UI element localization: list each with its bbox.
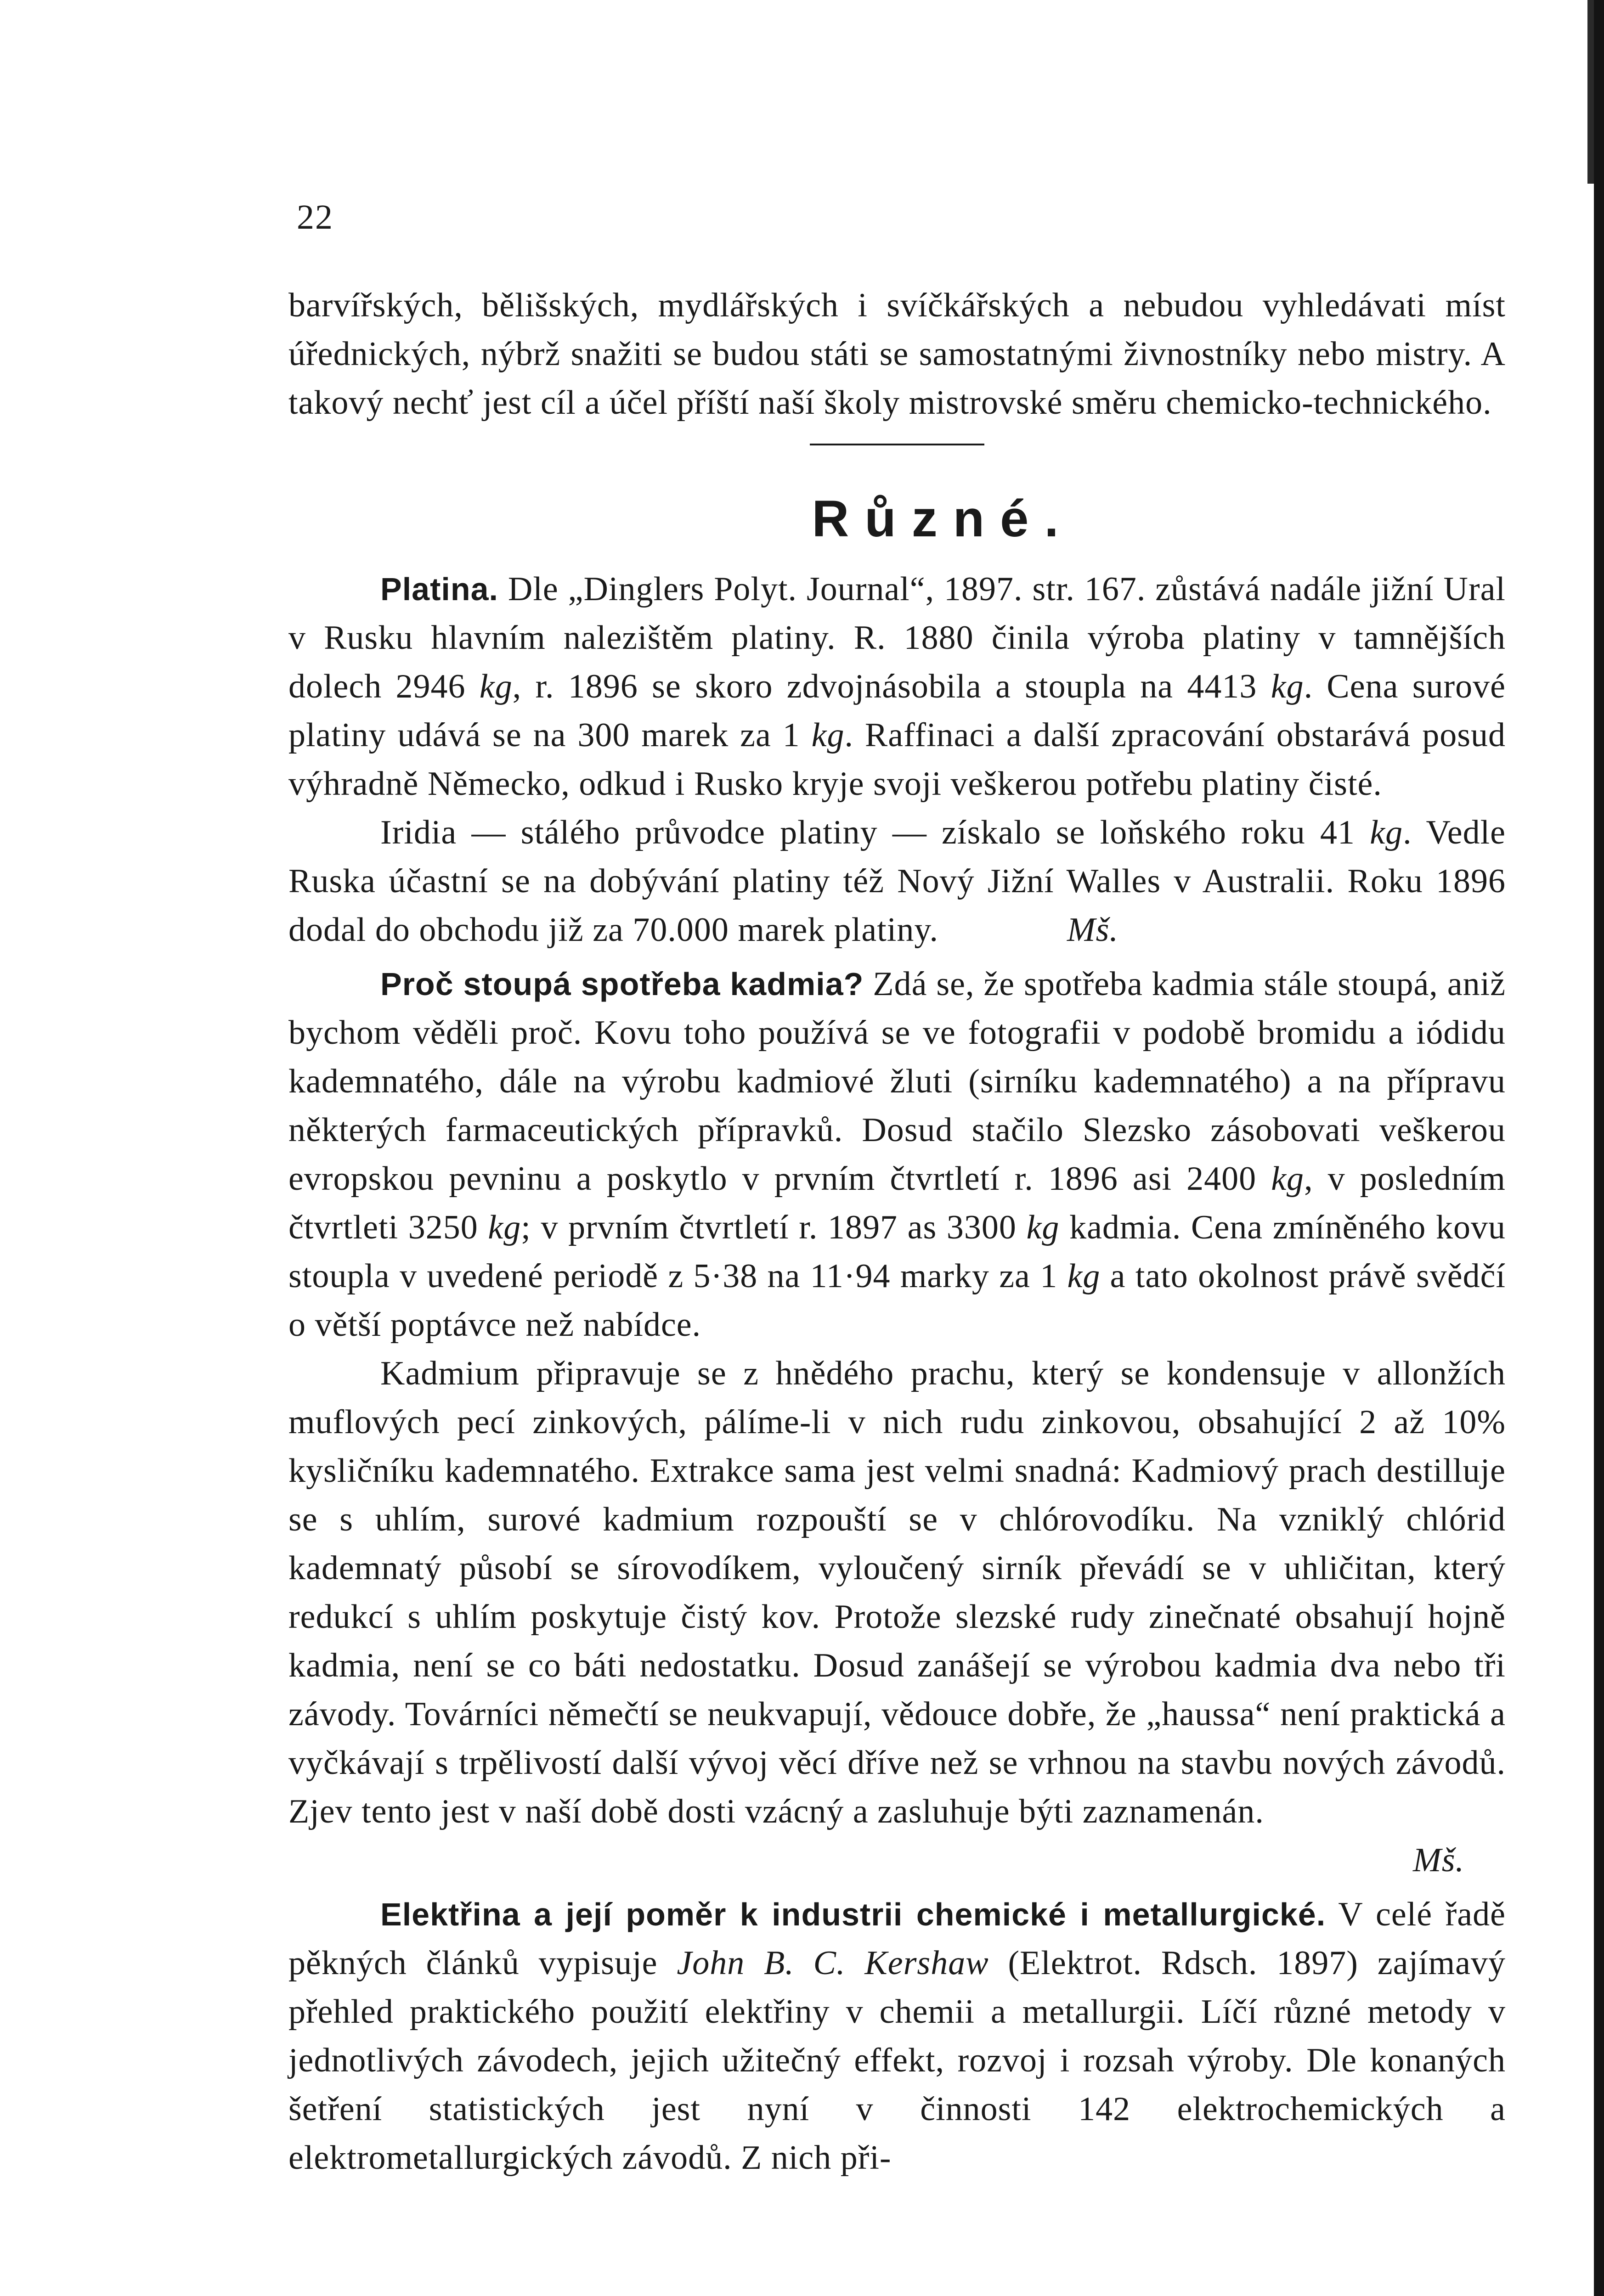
scan-page-edge: [1594, 0, 1604, 2296]
article-kadmium-paragraph: [288, 960, 1506, 1349]
article-kadmium-paragraph-2: Kadmium připravuje se z hnědého prachu, který se kondensuje v allonžích muflových pecí zinkových, pálíme-li v nich rudu zinkovou, obsahující 2 až 10% kysličníku kademnatého. Extrakce sama jest velmi snadná: Kadmiový prach destilluje se s uhlím, surové kadmium rozpouští se v chlórovodíku. Na vzniklý chlórid kademnatý působí se sírovodíkem, vyloučený sirník převádí se v uhličitan, který redukcí s uhlím poskytuje čistý kov. Protože slezské rudy zinečnaté obsahují hojně kadmia, není se co báti nedostatku. Dosud zanášejí se výrobou kadmia dva nebo tři závody. Továrníci němečtí se neukvapují, vědouce dobře, že „haussa“ není praktická a vyčkávají s trpělivostí další vývoj věcí dříve než se vrhnou na stavbu nových závodů. Zjev tento jest v naší době dosti vzácný a zasluhuje býti zaznamenán.: [288, 1355, 1506, 1830]
unit-kg: kg: [488, 1209, 521, 1246]
article-text: . Cena surové platiny udává se na 300 marek za 1: [288, 668, 1506, 754]
article-text: Zdá se, že spotřeba kadmia stále stoupá, aniž bychom věděli proč. Kovu toho používá se ve fotografii v podobě bromidu a iódidu kademnatého, dále na výrobu kadmiové žluti (sirníku kademnatého) a na přípravu některých farmaceutických přípravků. Dosud stačilo Slezsko zásobovati veškerou evropskou pevninu a poskytlo v prvním čtvrtletí r. 1896 asi 2400: [288, 965, 1506, 1198]
page-number: 22: [297, 198, 333, 236]
author-name: John B. C. Kershaw: [677, 1944, 989, 1982]
unit-kg: kg: [811, 716, 845, 754]
unit-kg: kg: [1271, 668, 1304, 705]
article-text: , v posledním čtvrtleti 3250: [288, 1160, 1506, 1246]
unit-kg: kg: [1271, 1160, 1305, 1198]
unit-kg: kg: [1067, 1257, 1101, 1295]
article-text: a tato okolnost právě svědčí o větší poptávce než nabídce.: [288, 1257, 1506, 1344]
article-platina-paragraph-2: [288, 808, 1506, 954]
unit-kg: kg: [1026, 1209, 1060, 1246]
article-text: (Elektrot. Rdsch. 1897) zajímavý přehled praktického použití elektřiny v chemii a metallurgii. Líčí různé metody v jednotlivých závodech, jejich užitečný effekt, rozvoj i rozsah výroby. Dle konaných šetření statistických jest nyní v činnosti 142 elektrochemických a elektrometallurgických závodů. Z nich při-: [288, 1944, 1506, 2177]
article-text: Dle „Dinglers Polyt. Journal“, 1897. str. 167. zůstává nadále jižní Ural v Rusku hlavním nalezištěm platiny. R. 1880 činila výroba platiny v tamnějších dolech 2946: [288, 570, 1506, 705]
intro-paragraph: barvířských, bělišských, mydlářských i svíčkářských a nebudou vyhledávati míst úřednických, nýbrž snažiti se budou státi se samostatnými živnostníky nebo mistry. A takový nechť jest cíl a účel příští naší školy mistrovské směru chemicko-technického.: [288, 287, 1506, 422]
article-text: . Vedle Ruska účastní se na dobývání platiny též Nový Jižní Walles v Australii. Roku 1896 dodal do obchodu již za 70.000 marek platiny.: [288, 814, 1506, 949]
article-elektrina-paragraph: [288, 1890, 1506, 2182]
text-column: [288, 281, 1506, 2182]
article-text: V celé řadě pěkných článků vypisuje: [288, 1896, 1506, 1982]
unit-kg: kg: [479, 668, 513, 705]
article-kadmium-heading: Proč stoupá spotřeba kadmia?: [380, 966, 864, 1002]
author-signature: Mš.: [1413, 1841, 1464, 1879]
article-text: kadmia. Cena zmíněného kovu stoupla v uvedené periodě z 5·38 na 11·94 marky za 1: [288, 1209, 1506, 1295]
article-text: ; v prvním čtvrtletí r. 1897 as 3300: [521, 1209, 1027, 1246]
scan-page-edge-shadow: [1587, 0, 1594, 184]
article-platina-heading: Platina.: [380, 571, 498, 607]
article-elektrina-heading: Elektřina a její poměr k industrii chemické i metallurgické.: [380, 1896, 1326, 1932]
article-platina-paragraph: [288, 565, 1506, 808]
article-text: Iridia — stálého průvodce platiny — získalo se loňského roku 41: [380, 814, 1370, 851]
section-title: Různé.: [812, 490, 1074, 547]
unit-kg: kg: [1370, 814, 1403, 851]
author-signature: Mš.: [1067, 911, 1118, 949]
article-text: . Raffinaci a další zpracování obstarává posud výhradně Německo, odkud i Rusko kryje svoji veškerou potřebu platiny čisté.: [288, 716, 1506, 803]
section-divider: [810, 444, 984, 445]
article-text: , r. 1896 se skoro zdvojnásobila a stoupla na 4413: [512, 668, 1271, 705]
